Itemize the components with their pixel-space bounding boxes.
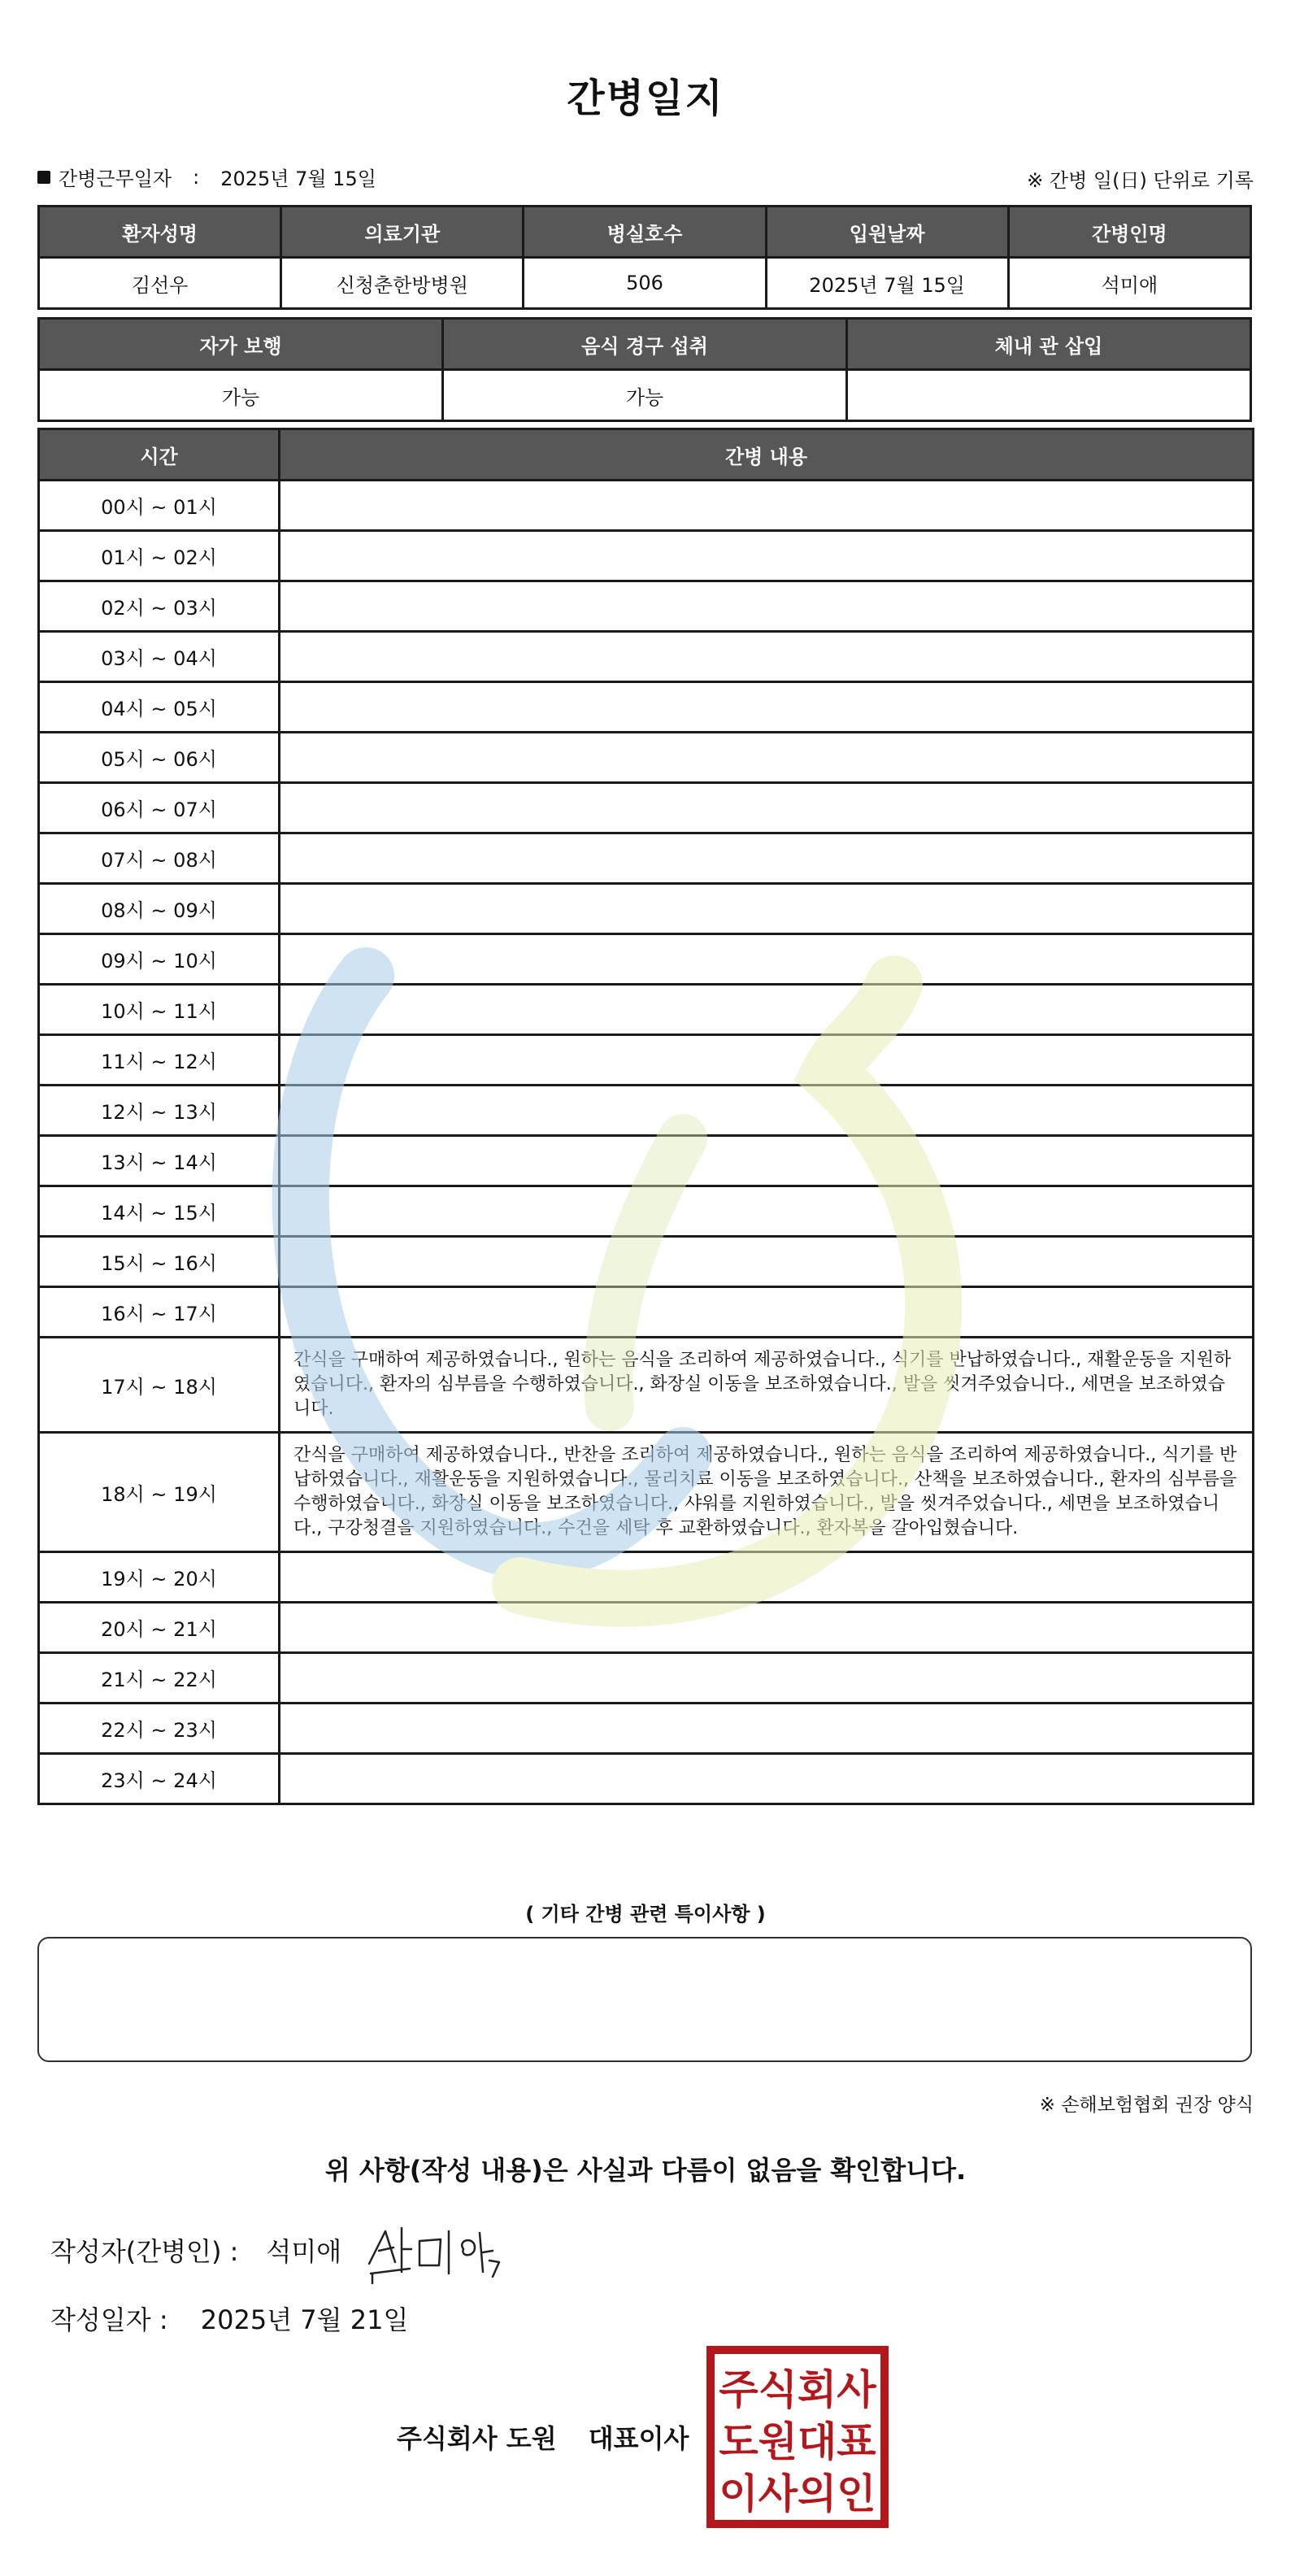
care-log-time: 06시 ~ 07시 [39, 783, 280, 833]
writer-name: 석미애 [266, 2236, 342, 2267]
care-log-time: 04시 ~ 05시 [39, 682, 280, 733]
care-log-content [280, 581, 1254, 632]
care-log-row [39, 481, 1254, 531]
care-log-row [39, 985, 1254, 1035]
form-source-note: ※ 손해보험협회 권장 양식 [1039, 2095, 1254, 2116]
header-institution: 의료기관 [281, 207, 524, 258]
care-log-content [280, 934, 1254, 985]
written-date-label: 작성일자 : [50, 2304, 168, 2335]
care-log-content [280, 531, 1254, 581]
company-seal-stamp [706, 2345, 889, 2529]
care-log-row [39, 833, 1254, 884]
admission-date: 2025년 7월 15일 [766, 258, 1008, 309]
patient-info-header-row [39, 207, 1251, 258]
care-log-row [39, 1287, 1254, 1338]
care-log-time: 01시 ~ 02시 [39, 531, 280, 581]
care-log-time: 23시 ~ 24시 [39, 1754, 280, 1804]
care-log-content [280, 1704, 1254, 1754]
care-log-time: 15시 ~ 16시 [39, 1237, 280, 1287]
care-log-content [280, 833, 1254, 884]
institution: 신청춘한방병원 [281, 258, 524, 309]
care-log-row [39, 1704, 1254, 1754]
oral-intake: 가능 [443, 370, 847, 421]
care-log-row [39, 1603, 1254, 1653]
care-log-row [39, 934, 1254, 985]
care-log-time: 11시 ~ 12시 [39, 1035, 280, 1086]
care-log-table [37, 428, 1254, 1805]
care-log-row [39, 1552, 1254, 1603]
care-log-time: 09시 ~ 10시 [39, 934, 280, 985]
seal-line-2: 도원대표 [719, 2418, 876, 2465]
work-date-label: 간병근무일자 [59, 168, 172, 190]
record-unit-note: ※ 간병 일(日) 단위로 기록 [1027, 169, 1254, 192]
care-log-time: 07시 ~ 08시 [39, 833, 280, 884]
handwritten-signature [361, 2215, 507, 2288]
care-log-content [280, 985, 1254, 1035]
care-log-time: 22시 ~ 23시 [39, 1704, 280, 1754]
care-log-time: 08시 ~ 09시 [39, 884, 280, 934]
bullet-square-icon [37, 171, 50, 184]
tube-insertion [847, 370, 1251, 421]
care-log-time: 12시 ~ 13시 [39, 1086, 280, 1136]
care-log-content: 간식을 구매하여 제공하였습니다., 반찬을 조리하여 제공하였습니다., 원하는 음식을 조리하여 제공하였습니다., 식기를 반납하였습니다., 재활운동을 지원하였습니다., 물리치료 이동을 보조하였습니다., 산책을 보조하였습니다., 환자의 심부름을 수행하였습니다., 화장실 이동을 보조하였습니다., 샤워를 지원하였습니다., 발을 씻겨주었습니다., 세면을 보조하였습니다., 구강청결을 지원하였습니다., 수건을 세탁 후 교환하였습니다., 환자복을 갈아입혔습니다. [280, 1433, 1254, 1552]
company-name: 주식회사 도원 [397, 2423, 557, 2454]
header-tube-insertion: 체내 관 삽입 [847, 319, 1251, 370]
page-title: 간병일지 [567, 76, 724, 121]
care-log-row [39, 1136, 1254, 1186]
care-log-row [39, 1086, 1254, 1136]
care-log-content [280, 1237, 1254, 1287]
care-log-time: 13시 ~ 14시 [39, 1136, 280, 1186]
care-log-content [280, 1653, 1254, 1704]
care-log-content [280, 632, 1254, 682]
care-log-row [39, 1186, 1254, 1237]
care-log-time: 21시 ~ 22시 [39, 1653, 280, 1704]
patient-info-table [37, 205, 1252, 310]
header-admission-date: 입원날짜 [766, 207, 1008, 258]
header-time: 시간 [39, 429, 280, 481]
care-log-content [280, 884, 1254, 934]
work-date-value: 2025년 7월 15일 [220, 168, 376, 190]
care-log-content [280, 1754, 1254, 1804]
care-log-content [280, 783, 1254, 833]
care-log-row [39, 531, 1254, 581]
care-log-content [280, 481, 1254, 531]
care-log-content [280, 682, 1254, 733]
care-log-time: 18시 ~ 19시 [39, 1433, 280, 1552]
care-log-time: 10시 ~ 11시 [39, 985, 280, 1035]
care-log-row [39, 884, 1254, 934]
care-log-time: 00시 ~ 01시 [39, 481, 280, 531]
care-log-content [280, 1136, 1254, 1186]
care-log-time: 14시 ~ 15시 [39, 1186, 280, 1237]
care-log-time: 20시 ~ 21시 [39, 1603, 280, 1653]
confirmation-statement: 위 사항(작성 내용)은 사실과 다름이 없음을 확인합니다. [324, 2155, 967, 2186]
care-log-content [280, 1603, 1254, 1653]
header-patient-name: 환자성명 [39, 207, 281, 258]
company-rep-title: 대표이사 [588, 2423, 689, 2454]
care-log-time: 05시 ~ 06시 [39, 733, 280, 783]
header-oral-intake: 음식 경구 섭취 [443, 319, 847, 370]
care-log-content [280, 1086, 1254, 1136]
ability-value-row [39, 370, 1251, 421]
care-log-row [39, 682, 1254, 733]
header-care-content: 간병 내용 [280, 429, 1254, 481]
care-log-time: 19시 ~ 20시 [39, 1552, 280, 1603]
remarks-box [37, 1937, 1252, 2062]
header-caregiver-name: 간병인명 [1008, 207, 1250, 258]
seal-line-1: 주식회사 [719, 2366, 876, 2413]
care-log-row [39, 783, 1254, 833]
work-date-colon: : [193, 165, 200, 189]
care-log-content [280, 1035, 1254, 1086]
work-date [37, 163, 376, 191]
care-log-row [39, 1035, 1254, 1086]
care-log-row [39, 1237, 1254, 1287]
care-log-content [280, 1186, 1254, 1237]
care-log-time: 03시 ~ 04시 [39, 632, 280, 682]
patient-name: 김선우 [39, 258, 281, 309]
writer-line [50, 2231, 341, 2269]
care-log-row [39, 1653, 1254, 1704]
care-log-header-row [39, 429, 1254, 481]
remarks-title: ( 기타 간병 관련 특이사항 ) [525, 1903, 766, 1925]
ability-header-row [39, 319, 1251, 370]
care-log-row [39, 733, 1254, 783]
company-signoff [397, 2418, 689, 2456]
writer-label: 작성자(간병인) : [50, 2236, 239, 2267]
patient-ability-table [37, 317, 1252, 422]
caregiver-name: 석미애 [1008, 258, 1250, 309]
care-log-content [280, 1552, 1254, 1603]
care-log-content [280, 733, 1254, 783]
header-self-walking: 자가 보행 [39, 319, 443, 370]
care-log-time: 16시 ~ 17시 [39, 1287, 280, 1338]
care-log-row [39, 1338, 1254, 1433]
care-log-row [39, 1433, 1254, 1552]
seal-line-3: 이사의인 [719, 2470, 876, 2517]
written-date-line [50, 2300, 408, 2337]
care-log-content [280, 1287, 1254, 1338]
self-walking: 가능 [39, 370, 443, 421]
patient-info-value-row [39, 258, 1251, 309]
care-log-row [39, 1754, 1254, 1804]
care-log-row [39, 581, 1254, 632]
care-log-content: 간식을 구매하여 제공하였습니다., 원하는 음식을 조리하여 제공하였습니다., 식기를 반납하였습니다., 재활운동을 지원하였습니다., 환자의 심부름을 수행하였습니다., 화장실 이동을 보조하였습니다., 발을 씻겨주었습니다., 세면을 보조하였습니다. [280, 1338, 1254, 1433]
care-log-time: 17시 ~ 18시 [39, 1338, 280, 1433]
care-log-row [39, 632, 1254, 682]
care-log-time: 02시 ~ 03시 [39, 581, 280, 632]
room-number: 506 [524, 258, 766, 309]
written-date-value: 2025년 7월 21일 [200, 2304, 409, 2335]
header-room-number: 병실호수 [524, 207, 766, 258]
